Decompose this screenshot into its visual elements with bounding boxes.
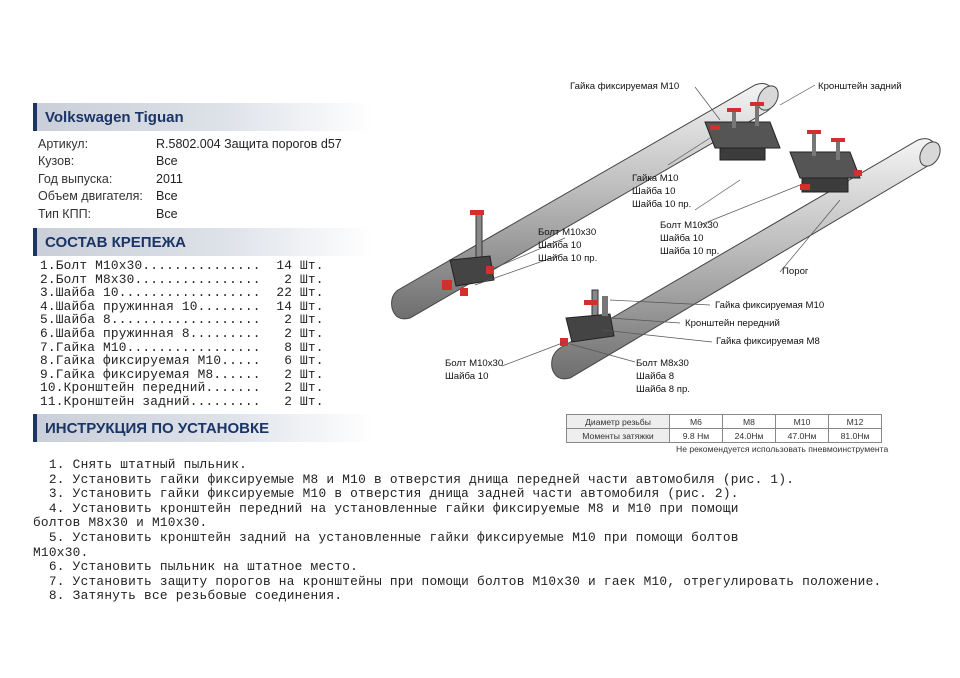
install-heading: ИНСТРУКЦИЯ ПО УСТАНОВКЕ — [45, 419, 270, 437]
kit-item: 5.Шайба 8................... 2 Шт. — [40, 312, 324, 328]
install-step: 1. Снять штатный пыльник. — [33, 457, 248, 472]
torque-cell: 81.0Нм — [829, 429, 882, 443]
info-label: Объем двигателя: — [38, 189, 143, 204]
kit-item: 8.Гайка фиксируемая М10..... 6 Шт. — [40, 353, 324, 369]
kit-item: 3.Шайба 10.................. 22 Шт. — [40, 285, 324, 301]
kit-item: 9.Гайка фиксируемая М8...... 2 Шт. — [40, 366, 324, 382]
bracket-front-2 — [560, 290, 614, 346]
install-step: 4. Установить кронштейн передний на установленные гайки фиксируемые М8 и М10 при помощи болтов М8х30 и М10х30. — [33, 500, 739, 531]
info-value: 2011 — [156, 171, 183, 186]
label-washer-10-bottom: Шайба 10 — [445, 371, 489, 382]
label-bolt-m10-bottom: Болт М10х30 — [445, 358, 504, 369]
install-step: 8. Затянуть все резьбовые соединения. — [33, 588, 343, 604]
kit-item: 1.Болт М10х30............... 14 Шт. — [40, 258, 324, 273]
info-label: Кузов: — [38, 154, 75, 169]
torque-note: Не рекомендуется использовать пневмоинструмента — [676, 444, 889, 454]
label-washer-10-spring-right: Шайба 10 пр. — [660, 246, 720, 257]
info-row-body — [38, 154, 342, 171]
torque-cell: 24.0Нм — [723, 429, 776, 443]
info-label: Артикул: — [38, 137, 89, 151]
kit-item: 2.Болт М8х30................ 2 Шт. — [40, 271, 324, 287]
info-value: Все — [156, 206, 178, 221]
label-nut-fix-m10: Гайка фиксируемая М10 — [715, 300, 825, 311]
info-value: R.5802.004 Защита порогов d57 — [156, 137, 342, 151]
torque-cell: М8 — [723, 415, 776, 429]
torque-header-cell: Моменты затяжки — [567, 429, 670, 443]
torque-header-cell: Диаметр резьбы — [567, 415, 670, 429]
torque-cell: 9.8 Нм — [670, 429, 723, 443]
label-bracket-rear: Кронштейн задний — [818, 81, 902, 92]
info-row-engine — [38, 189, 342, 206]
info-row-year — [38, 172, 342, 189]
product-info — [38, 137, 342, 224]
torque-cell: 47.0Нм — [776, 429, 829, 443]
install-step: 5. Установить кронштейн задний на установленные гайки фиксируемые М10 при помощи болтов М10х30. — [33, 529, 739, 560]
torque-table — [566, 414, 882, 443]
info-label: Год выпуска: — [38, 171, 113, 186]
kit-item: 10.Кронштейн передний....... 2 Шт. — [40, 380, 324, 396]
info-label: Тип КПП: — [38, 206, 92, 221]
label-washer-10-right: Шайба 10 — [660, 233, 704, 244]
product-title-banner — [33, 103, 373, 131]
label-washer-10: Шайба 10 — [632, 186, 676, 197]
label-bolt-m10-right: Болт М10х30 — [660, 220, 719, 231]
label-nut-fix-m8: Гайка фиксируемая М8 — [716, 336, 820, 347]
product-title: Volkswagen Tiguan — [45, 108, 184, 126]
label-washer-8-spring: Шайба 8 пр. — [636, 384, 690, 395]
torque-cell: М10 — [776, 415, 829, 429]
kit-item: 11.Кронштейн задний......... 2 Шт. — [40, 393, 324, 409]
label-nut-m10: Гайка М10 — [632, 173, 679, 184]
info-row-article — [38, 137, 342, 154]
install-heading-banner — [33, 414, 373, 442]
kit-list — [40, 259, 324, 409]
info-value: Все — [156, 189, 178, 204]
kit-item: 7.Гайка М10................. 8 Шт. — [40, 339, 324, 355]
kit-item: 4.Шайба пружинная 10........ 14 Шт. — [40, 298, 324, 314]
label-washer-8: Шайба 8 — [636, 371, 675, 382]
kit-item: 6.Шайба пружинная 8......... 2 Шт. — [40, 325, 324, 341]
label-washer-10-spring-left: Шайба 10 пр. — [538, 253, 598, 264]
label-bolt-m10-left: Болт М10х30 — [538, 227, 597, 238]
install-step: 6. Установить пыльник на штатное место. — [33, 559, 359, 575]
install-step: 3. Установить гайки фиксируемые М10 в отверстия днища задней части автомобиля (рис. 2). — [33, 486, 739, 502]
kit-heading-banner — [33, 228, 373, 256]
label-bracket-front: Кронштейн передний — [685, 318, 780, 329]
info-value: Все — [156, 154, 178, 169]
label-sill: Порог — [782, 266, 809, 277]
assembly-diagram — [370, 60, 950, 410]
torque-cell: М12 — [829, 415, 882, 429]
kit-heading: СОСТАВ КРЕПЕЖА — [45, 233, 186, 251]
install-steps — [33, 458, 933, 604]
label-nut-rear-top: Гайка фиксируемая М10 — [570, 81, 680, 92]
torque-cell: М6 — [670, 415, 723, 429]
label-washer-10-spring: Шайба 10 пр. — [632, 199, 692, 210]
info-row-gearbox — [38, 207, 342, 224]
install-step: 7. Установить защиту порогов на кронштейны при помощи болтов М10х30 и гаек М10, отрегулировать положение. — [33, 573, 882, 589]
torque-row-moment — [567, 429, 882, 443]
torque-row-diameter — [567, 415, 882, 429]
install-step: 2. Установить гайки фиксируемые М8 и М10 в отверстия днища передней части автомобиля (рис. 1). — [33, 471, 795, 487]
label-bolt-m8: Болт М8х30 — [636, 358, 689, 369]
label-washer-10-left: Шайба 10 — [538, 240, 582, 251]
